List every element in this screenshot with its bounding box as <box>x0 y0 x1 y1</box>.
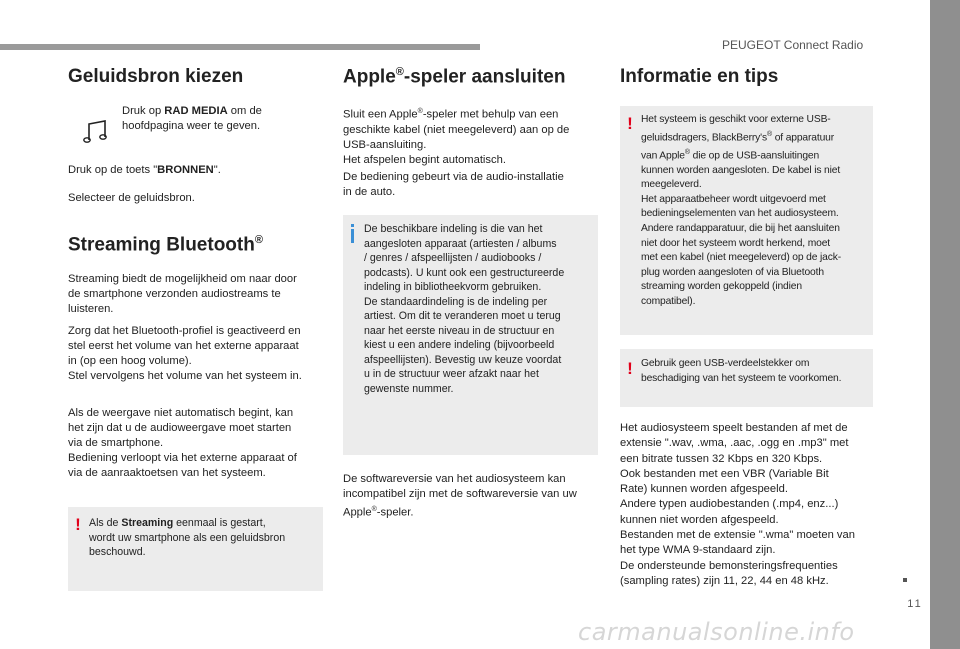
warning-note-verdeelstekker: ! Gebruik geen USB-verdeelstekker om beschadiging van het systeem te voorkomen. <box>620 349 873 407</box>
watermark: carmanualsonline.info <box>578 618 855 646</box>
side-strip <box>930 0 960 649</box>
page-number: 11 <box>907 598 923 610</box>
page-dot <box>903 578 907 582</box>
warning-icon: ! <box>75 515 81 534</box>
warning-icon: ! <box>627 114 633 133</box>
header-bar <box>0 44 480 50</box>
para-streaming: Streaming biedt de mogelijkheid om naar door de smartphone verzonden audiostreams te luisteren. <box>68 273 297 315</box>
info-note-indeling: De beschikbare indeling is die van het aangesloten apparaat (artiesten / albums / genres / afspeellijsten / audiobooks / podcasts). U kunt ook een gestructureerde indeling in bibliotheekvorm gebruiken. De standaardindeling is de indeling per artiest. Om dit te veranderen moet u terug naar het eerste niveau in de structuur en kiest u een andere indeling (bijvoorbeeld afspeellijsten). Bevestig uw keuze voordat u in de structuur weer afzakt naar het gewenste nummer. <box>343 215 598 455</box>
info-icon <box>351 229 354 243</box>
para-playback: Als de weergave niet automatisch begint, kan het zijn dat u de audioweergave moet starten via de smartphone. Bediening verloopt via het externe apparaat of via de aanraaktoetsen van het systeem. <box>68 407 297 479</box>
heading-informatie: Informatie en tips <box>620 66 779 87</box>
heading-streaming-bluetooth: Streaming Bluetooth® <box>68 234 263 256</box>
heading-geluidsbron: Geluidsbron kiezen <box>68 66 244 87</box>
header-title: PEUGEOT Connect Radio <box>722 38 864 52</box>
warning-icon: ! <box>627 359 633 378</box>
para-software: De softwareversie van het audiosysteem kan incompatibel zijn met de softwareversie van uw Apple®-speler. <box>343 473 577 519</box>
para-audio-formats: Het audiosysteem speelt bestanden af met de extensie ".wav, .wma, .aac, .ogg en .mp3" met een bitrate tussen 32 Kbps en 320 Kbps. Ook bestanden met een VBR (Variable Bit Rate) kunnen worden afgespeeld. Andere typen audiobestanden (.mp4, enz...) kunnen niet worden afgespeeld. Bestanden met de extensie ".wma" moeten van het type WMA 9-standaard zijn. De ondersteunde bemonsteringsfrequenties (sampling rates) zijn 11, 22, 44 en 48 kHz. <box>620 422 855 587</box>
warning-note-usb: ! Het systeem is geschikt voor externe USB- geluidsdragers, BlackBerry's® of apparatuur van Apple® die op de USB-aansluitingen kunnen worden aangesloten. De kabel is niet meegeleverd. Het apparaatbeheer wordt uitgevoerd met bedieningselementen van het audiosysteem. Andere randapparatuur, die bij het aansluiten niet door het systeem wordt herkend, moet met een kabel (niet meegeleverd) op de jack- plug worden aangesloten of via Bluetooth streaming worden gekoppeld (indien compatibel). <box>620 106 873 335</box>
step-1: Druk op RAD MEDIA om de hoofdpagina weer te geven. <box>122 105 262 132</box>
warning-note-streaming: ! Als de Streaming eenmaal is gestart, wordt uw smartphone als een geluidsbron beschouwd. <box>68 507 323 591</box>
step-3: Selecteer de geluidsbron. <box>68 192 195 204</box>
music-note-icon <box>82 116 110 144</box>
info-icon-dot <box>351 224 354 227</box>
para-profile: Zorg dat het Bluetooth-profiel is geactiveerd en stel eerst het volume van het externe apparaat in (op een hoog volume). Stel vervolgens het volume van het systeem in. <box>68 325 302 382</box>
heading-apple: Apple®-speler aansluiten <box>343 66 566 88</box>
para-control: De bediening gebeurt via de audio-installatie in de auto. <box>343 171 564 198</box>
step-2: Druk op de toets "BRONNEN". <box>68 164 221 176</box>
para-connect-apple: Sluit een Apple®-speler met behulp van een geschikte kabel (niet meegeleverd) aan op de USB-aansluiting. Het afspelen begint automatisch. <box>343 108 570 166</box>
